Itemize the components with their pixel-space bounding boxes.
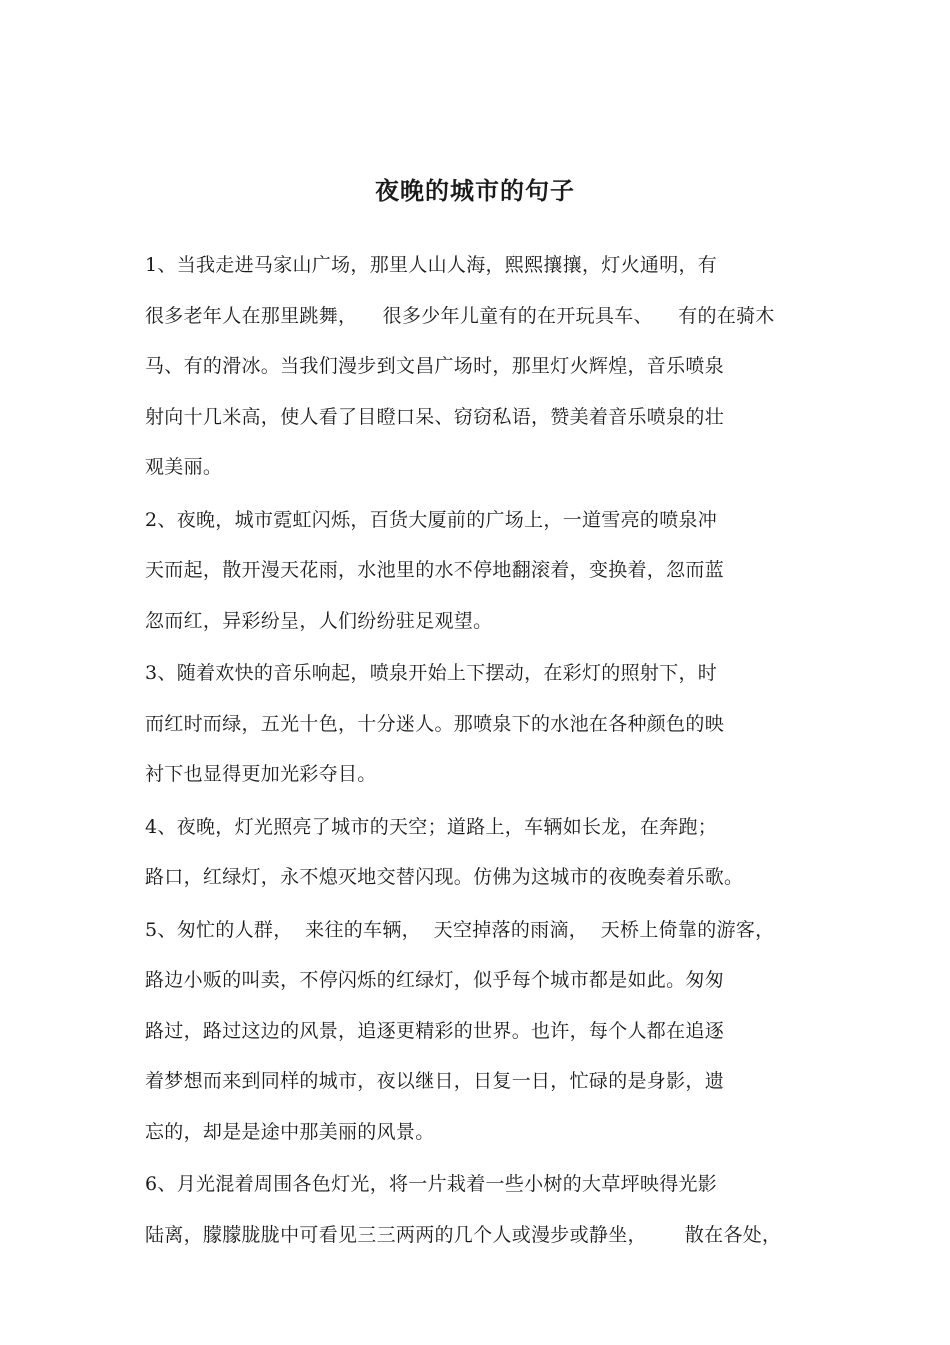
text-line: 路边小贩的叫卖，不停闪烁的红绿灯，似乎每个城市都是如此。匆匆 (145, 969, 725, 991)
paragraph (145, 1159, 815, 1260)
text-line: 6、月光混着周围各色灯光，将一片栽着一些小树的大草坪映得光影 (145, 1173, 718, 1195)
paragraph (145, 240, 815, 493)
text-line: 忘的，却是是途中那美丽的风景。 (145, 1120, 435, 1143)
paragraph (145, 495, 815, 647)
text-line: 忽而红，异彩纷呈，人们纷纷驻足观望。 (145, 609, 493, 632)
text-line: 观美丽。 (145, 456, 223, 478)
text-line: 5、匆忙的人群， 来往的车辆， 天空掉落的雨滴， 天桥上倚靠的游客， (145, 918, 775, 941)
paragraph (145, 905, 815, 1158)
text-line: 2、夜晚，城市霓虹闪烁，百货大厦前的广场上，一道雪亮的喷泉冲 (145, 508, 718, 531)
paragraph (145, 802, 815, 903)
text-line: 而红时而绿，五光十色，十分迷人。那喷泉下的水池在各种颜色的映 (145, 712, 725, 735)
text-line: 很多老年人在那里跳舞， 很多少年儿童有的在开玩具车、 有的在骑木 (145, 304, 775, 327)
text-line: 马、有的滑冰。当我们漫步到文昌广场时，那里灯火辉煌，音乐喷泉 (145, 355, 725, 377)
text-line: 3、随着欢快的音乐响起，喷泉开始上下摆动，在彩灯的照射下，时 (145, 662, 718, 684)
document-title: 夜晚的城市的句子 (375, 176, 575, 206)
paragraph (145, 648, 815, 800)
text-line: 路过，路过这边的风景，追逐更精彩的世界。也许，每个人都在追逐 (145, 1019, 725, 1042)
text-line: 衬下也显得更加光彩夺目。 (145, 763, 377, 785)
text-line: 着梦想而来到同样的城市，夜以继日，日复一日，忙碌的是身影，遗 (145, 1070, 725, 1092)
text-line: 4、夜晚，灯光照亮了城市的天空；道路上，车辆如长龙，在奔跑； (145, 815, 718, 838)
text-line: 路口，红绿灯，永不熄灭地交替闪现。仿佛为这城市的夜晚奏着乐歌。 (145, 866, 744, 888)
text-line: 陆离，朦朦胧胧中可看见三三两两的几个人或漫步或静坐， 散在各处， (145, 1223, 782, 1246)
text-line: 射向十几米高，使人看了目瞪口呆、窃窃私语，赞美着音乐喷泉的壮 (145, 405, 725, 428)
document-body (145, 240, 815, 1262)
text-line: 1、当我走进马家山广场，那里人山人海，熙熙攘攘，灯火通明，有 (145, 254, 718, 276)
text-line: 天而起，散开漫天花雨，水池里的水不停地翻滚着，变换着，忽而蓝 (145, 559, 725, 581)
